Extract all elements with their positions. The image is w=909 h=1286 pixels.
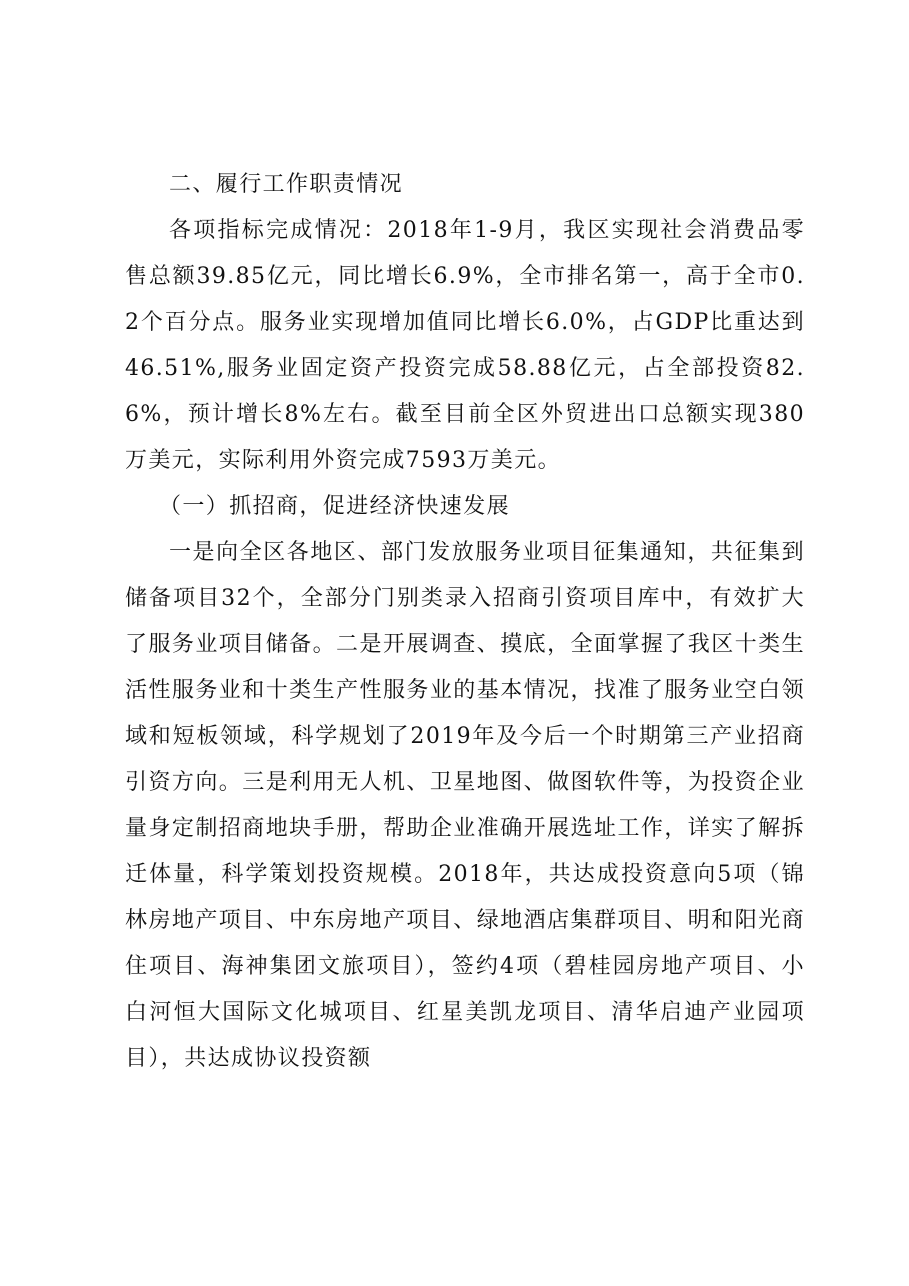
section-heading: 二、履行工作职责情况 [169, 172, 404, 197]
paragraph-investment: 一是向全区各地区、部门发放服务业项目征集通知，共征集到储备项目32个，全部分门别类录入招商引资项目库中，有效扩大了服务业项目储备。二是开展调查、摸底，全面掌握了我区十类生活性服务业和十类生产性服务业的基本情况，找准了服务业空白领域和短板领域，科学规划了2019年及今后一个时期第三产业招商引资方向。三是利用无人机、卫星地图、做图软件等，为投资企业量身定制招商地块手册，帮助企业准确开展选址工作，详实了解拆迁体量，科学策划投资规模。2018年，共达成投资意向5项（锦林房地产项目、中东房地产项目、绿地酒店集群项目、明和阳光商住项目、海神集团文旅项目），签约4项（碧桂园房地产项目、小白河恒大国际文化城项目、红星美凯龙项目、清华启迪产业园项目），共达成协议投资额 [125, 540, 805, 1071]
subsection-heading: （一）抓招商，促进经济快速发展 [159, 494, 511, 519]
paragraph-indicators: 各项指标完成情况：2018年1-9月，我区实现社会消费品零售总额39.85亿元，同比增长6.9%，全市排名第一，高于全市0.2个百分点。服务业实现增加值同比增长6.0%，占GDP比重达到46.51%,服务业固定资产投资完成58.88亿元，占全部投资82.6%，预计增长8%左右。截至目前全区外贸进出口总额实现380万美元，实际利用外资完成7593万美元。 [125, 218, 805, 473]
document-body [125, 162, 805, 1082]
